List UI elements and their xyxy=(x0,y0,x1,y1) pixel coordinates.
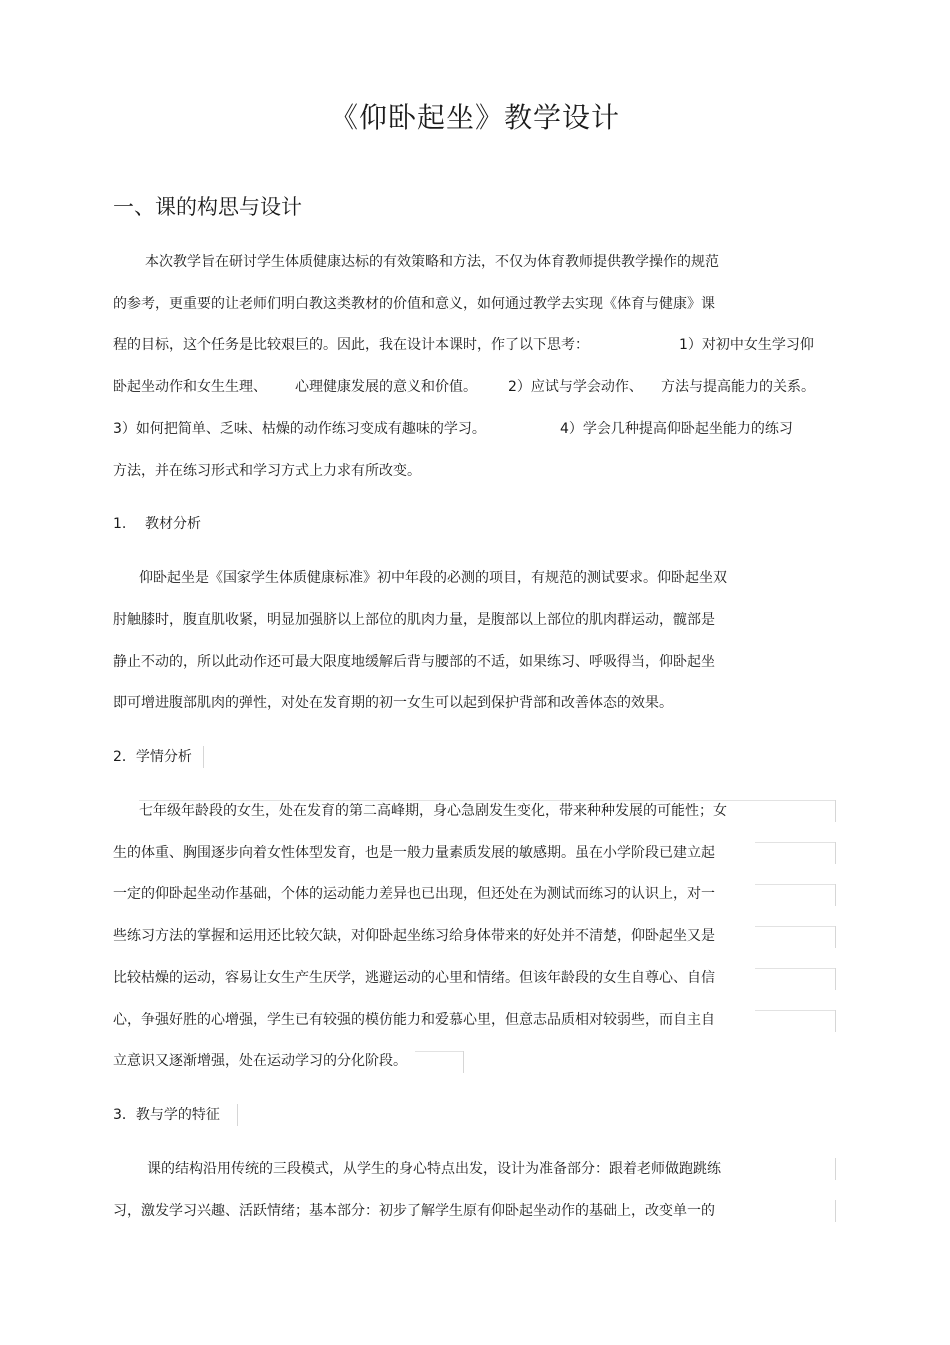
margin-rule xyxy=(835,1200,836,1222)
sub1-line-4: 即可增进腹部肌肉的弹性，对处在发育期的初一女生可以起到保护背部和改善体态的效果。 xyxy=(113,695,673,711)
section1-line-4a: 卧起坐动作和女生生理、 xyxy=(113,379,267,395)
margin-rule xyxy=(835,968,836,990)
sub2-line-1: 七年级年龄段的女生，处在发育的第二高峰期，身心急剧发生变化，带来种种发展的可能性；女 xyxy=(139,803,727,819)
section1-line-1: 本次教学旨在研讨学生体质健康达标的有效策略和方法，不仅为体育教师提供教学操作的规范 xyxy=(145,254,719,270)
sub2-line-3: 一定的仰卧起坐动作基础，个体的运动能力差异也已出现，但还处在为测试而练习的认识上，对一 xyxy=(113,886,715,902)
subsection-heading-textbook-analysis: 教材分析 xyxy=(145,516,201,532)
rule-line xyxy=(755,1010,835,1011)
margin-rule xyxy=(203,746,204,768)
sub1-line-3: 静止不动的，所以此动作还可最大限度地缓解后背与腰部的不适，如果练习、呼吸得当，仰卧起坐 xyxy=(113,654,715,670)
margin-rule xyxy=(835,800,836,822)
sub2-line-7: 立意识又逐渐增强，处在运动学习的分化阶段。 xyxy=(113,1053,407,1069)
section1-line-4d: 方法与提高能力的关系。 xyxy=(661,379,815,395)
section1-line-4c: 2）应试与学会动作、 xyxy=(508,379,643,395)
rule-line xyxy=(139,800,835,801)
sub2-line-2: 生的体重、胸围逐步向着女性体型发育，也是一般力量素质发展的敏感期。虽在小学阶段已建立起 xyxy=(113,845,715,861)
margin-rule xyxy=(835,1010,836,1032)
subsection-heading-learner-analysis: 2．学情分析 xyxy=(113,749,192,765)
sub2-line-4: 些练习方法的掌握和运用还比较欠缺，对仰卧起坐练习给身体带来的好处并不清楚，仰卧起坐又是 xyxy=(113,928,715,944)
document-title: 《仰卧起坐》教学设计 xyxy=(329,101,620,134)
section1-line-4b: 心理健康发展的意义和价值。 xyxy=(295,379,477,395)
margin-rule xyxy=(463,1051,464,1073)
section1-line-3: 程的目标，这个任务是比较艰巨的。因此，我在设计本课时，作了以下思考： xyxy=(113,337,589,353)
sub1-line-2: 肘触膝时，腹直肌收紧，明显加强脐以上部位的肌肉力量，是腹部以上部位的肌肉群运动，髋部是 xyxy=(113,612,715,628)
section1-line-3-tail: 1）对初中女生学习仰 xyxy=(679,337,814,353)
sub2-line-6: 心，争强好胜的心增强，学生已有较强的模仿能力和爱慕心里，但意志品质相对较弱些，而自主自 xyxy=(113,1012,715,1028)
margin-rule xyxy=(237,1104,238,1126)
margin-rule xyxy=(835,926,836,948)
sub1-line-1: 仰卧起坐是《国家学生体质健康标准》初中年段的必测的项目，有规范的测试要求。仰卧起坐双 xyxy=(139,570,727,586)
section1-line-5-tail: 4）学会几种提高仰卧起坐能力的练习 xyxy=(560,421,793,437)
rule-line xyxy=(755,968,835,969)
subsection-heading-teaching-learning-features: 3．教与学的特征 xyxy=(113,1107,220,1123)
sub2-line-5: 比较枯燥的运动，容易让女生产生厌学，逃避运动的心里和情绪。但该年龄段的女生自尊心、自信 xyxy=(113,970,715,986)
margin-rule xyxy=(835,1158,836,1180)
subsection-number-1: 1. xyxy=(113,516,127,532)
rule-line xyxy=(755,884,835,885)
margin-rule xyxy=(835,842,836,864)
section1-line-5: 3）如何把简单、乏味、枯燥的动作练习变成有趣味的学习。 xyxy=(113,421,486,437)
sub3-line-1: 课的结构沿用传统的三段模式，从学生的身心特点出发，设计为准备部分：跟着老师做跑跳练 xyxy=(147,1161,721,1177)
section1-line-6: 方法，并在练习形式和学习方式上力求有所改变。 xyxy=(113,463,421,479)
sub3-line-2: 习，激发学习兴趣、活跃情绪；基本部分：初步了解学生原有仰卧起坐动作的基础上，改变单一的 xyxy=(113,1203,715,1219)
rule-line xyxy=(755,842,835,843)
margin-rule xyxy=(835,884,836,906)
section1-line-2: 的参考，更重要的让老师们明白教这类教材的价值和意义，如何通过教学去实现《体育与健康》课 xyxy=(113,296,715,312)
rule-line xyxy=(755,926,835,927)
section-heading-course-design: 一、课的构思与设计 xyxy=(113,195,302,219)
rule-line xyxy=(415,1051,463,1052)
